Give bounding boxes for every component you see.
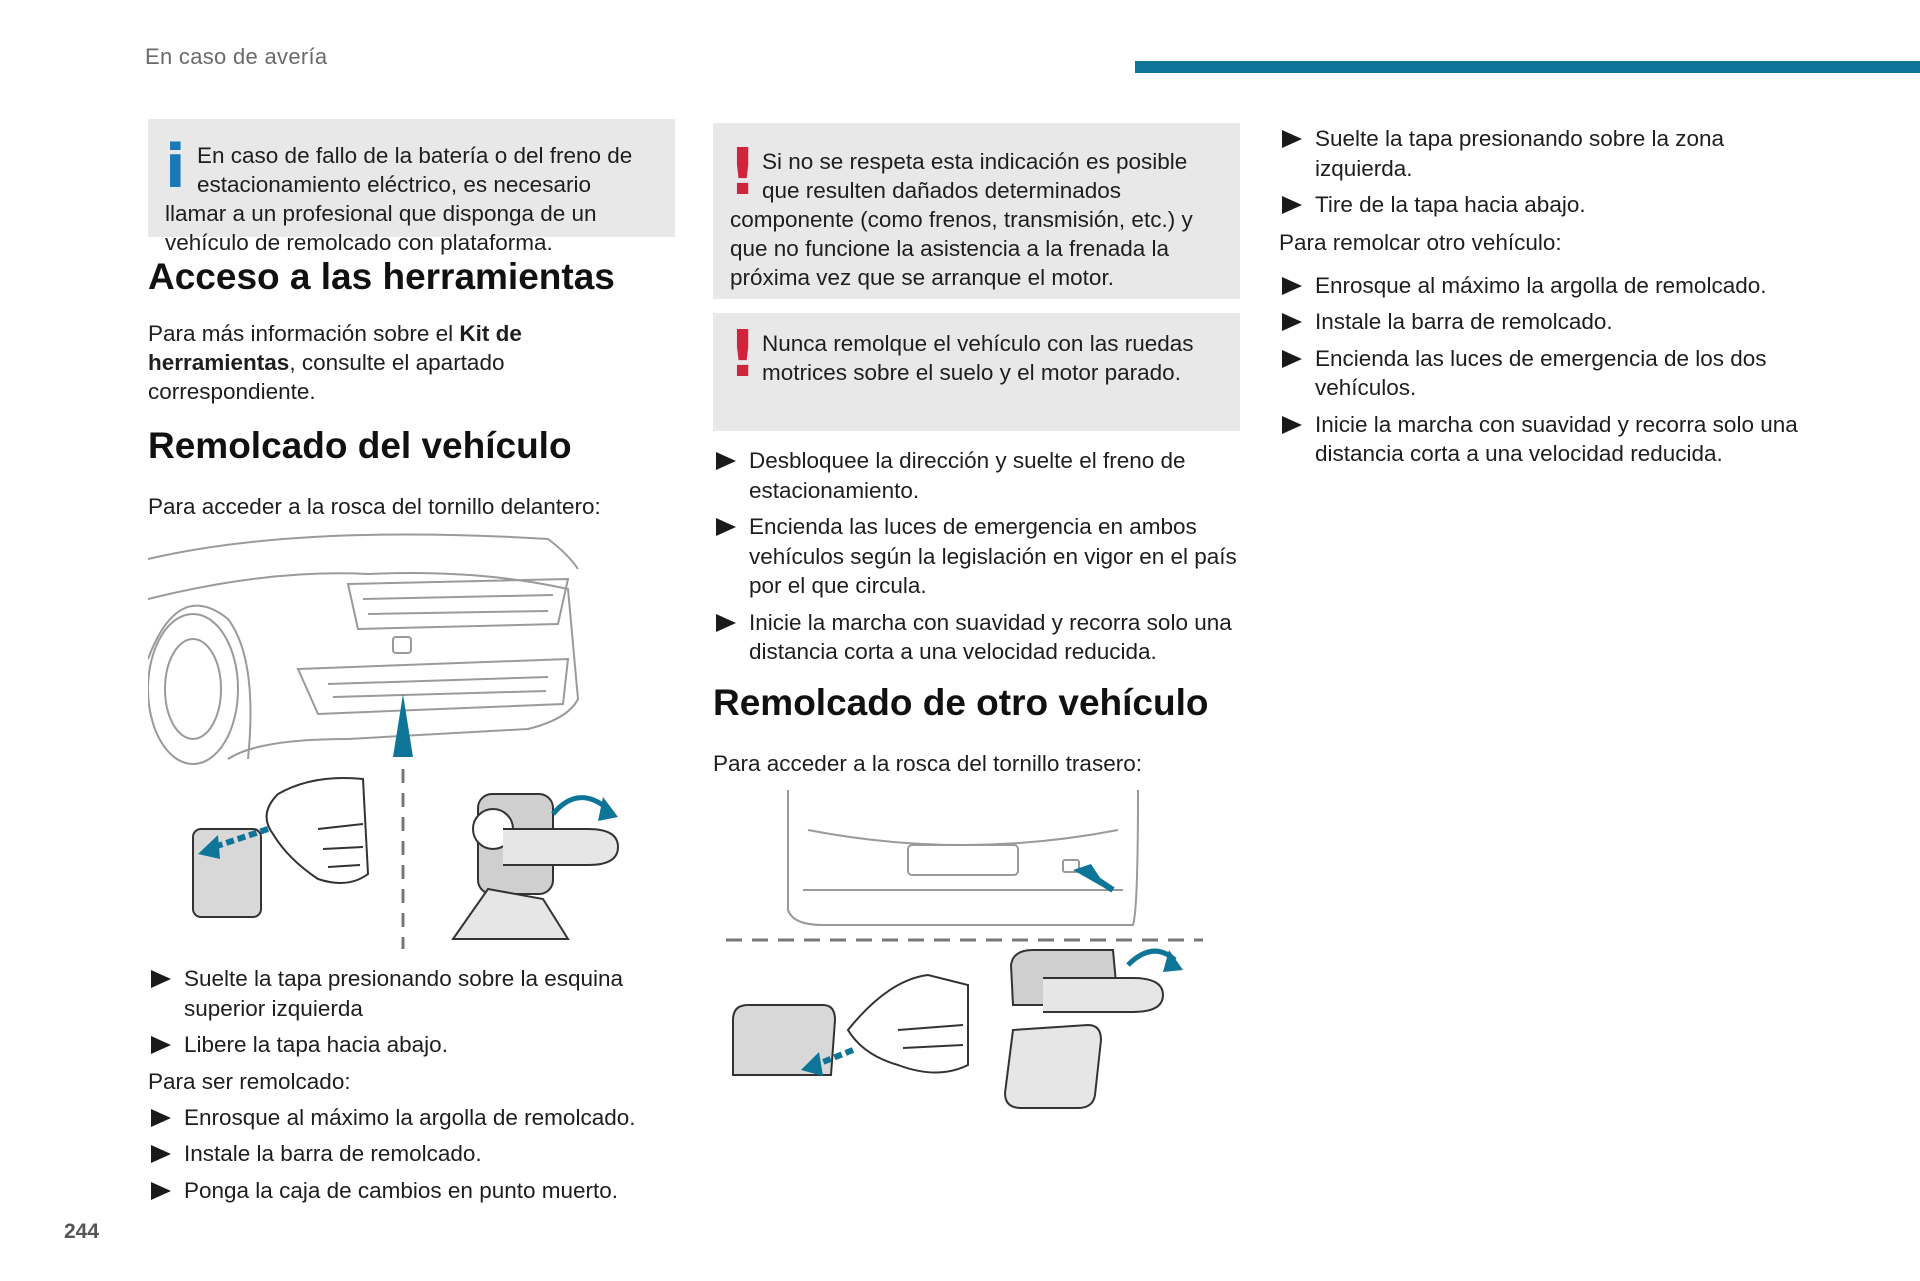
front-rotate-arrow — [553, 798, 608, 814]
triangle-bullet-icon — [151, 1145, 171, 1163]
front-intro: Para acceder a la rosca del tornillo delantero: — [148, 494, 601, 519]
info-note-text: En caso de fallo de la batería o del freno de estacionamiento eléctrico, es necesario llamar a un profesional que disponga de un vehículo de remolcado con plataforma. — [165, 143, 633, 255]
front-grille — [348, 579, 568, 629]
list-item — [148, 1139, 675, 1169]
rear-tow-screw-figure — [713, 790, 1240, 1135]
list-item-text: Tire de la tapa hacia abajo. — [1315, 192, 1586, 217]
warning-note-towing-text: Nunca remolque el vehículo con las ruedas motrices sobre el suelo y el motor parado. — [762, 331, 1194, 385]
rear-plate — [908, 845, 1018, 875]
list-item-text: Encienda las luces de emergencia de los dos vehículos. — [1315, 345, 1767, 400]
list-item — [1279, 344, 1799, 403]
list-item-text: Encienda las luces de emergencia en ambos vehículos según la legislación en vigor en el país por el que circula. — [749, 514, 1237, 598]
tow-other-label: Para remolcar otro vehículo: — [1279, 229, 1562, 255]
header-section-title: En caso de avería — [145, 44, 328, 69]
triangle-bullet-icon — [151, 1109, 171, 1127]
warning-icon: ! — [728, 136, 758, 210]
triangle-bullet-icon — [1282, 277, 1302, 295]
front-wheel — [148, 614, 238, 764]
front-car-hood — [148, 535, 578, 570]
triangle-bullet-icon — [1282, 130, 1302, 148]
tow-other-steps-list — [1279, 271, 1799, 469]
list-item — [1279, 124, 1799, 183]
list-item-text: Suelte la tapa presionando sobre la esquina superior izquierda — [184, 966, 624, 1021]
list-item — [713, 446, 1240, 505]
front-wheel-arch — [148, 606, 251, 759]
list-item-text: Desbloquee la dirección y suelte el freno de estacionamiento. — [749, 448, 1186, 503]
list-item — [1279, 271, 1799, 301]
page-number: 244 — [64, 1220, 100, 1243]
be-towed-label: Para ser remolcado: — [148, 1068, 351, 1094]
list-item — [148, 1103, 675, 1133]
tools-heading: Acceso a las herramientas — [148, 256, 615, 297]
list-item-text: Enrosque al máximo la argolla de remolcado. — [1315, 272, 1767, 298]
triangle-bullet-icon — [1282, 313, 1302, 331]
column-middle — [713, 110, 1240, 1135]
front-steps-list — [148, 964, 675, 1060]
list-item-text: Enrosque al máximo la argolla de remolcado. — [184, 1104, 636, 1130]
towing-steps-list — [713, 446, 1240, 667]
triangle-bullet-icon — [1282, 416, 1302, 434]
front-cap-arrow — [393, 694, 413, 757]
triangle-bullet-icon — [151, 970, 171, 988]
towing-heading: Remolcado del vehículo — [148, 425, 572, 466]
list-item — [148, 964, 675, 1023]
list-item — [148, 1176, 675, 1206]
info-note — [148, 119, 675, 255]
front-tow-cap — [393, 637, 411, 653]
rear-intro: Para acceder a la rosca del tornillo trasero: — [713, 750, 1142, 776]
be-towed-steps-list — [148, 1103, 675, 1206]
triangle-bullet-icon — [1282, 196, 1302, 214]
list-item-text: Inicie la marcha con suavidad y recorra solo una distancia corta a una velocidad reducida. — [1315, 411, 1798, 466]
list-item-text: Suelte la tapa presionando sobre la zona izquierda. — [1315, 126, 1725, 181]
tools-text-after: , consulte el apartado correspondiente. — [148, 350, 505, 404]
triangle-bullet-icon — [716, 518, 736, 536]
list-item — [1279, 307, 1799, 337]
list-item-text: Instale la barra de remolcado. — [184, 1141, 482, 1166]
tools-kit-link: Kit de herramientas — [148, 321, 522, 375]
list-item — [713, 608, 1240, 667]
rear-open-cap — [1005, 1025, 1101, 1108]
front-open-cap — [453, 889, 568, 939]
list-item — [148, 1030, 675, 1060]
list-item-text: Ponga la caja de cambios en punto muerto. — [184, 1177, 619, 1203]
front-tow-screw-figure — [148, 529, 675, 954]
tow-other-heading: Remolcado de otro vehículo — [713, 681, 1209, 723]
warning-note-damage-text: Si no se respeta esta indicación es posible que resulten dañados determinados componente (como frenos, transmisión, etc.) y que no funcione la asistencia a la frenada la próxima vez que se arranque el motor. — [730, 149, 1193, 290]
triangle-bullet-icon — [151, 1182, 171, 1200]
list-item — [1279, 410, 1799, 469]
triangle-bullet-icon — [716, 452, 736, 470]
warning-icon: ! — [728, 318, 758, 392]
rear-steps-list — [1279, 124, 1799, 220]
triangle-bullet-icon — [151, 1036, 171, 1054]
rear-tow-eye — [1043, 978, 1163, 1012]
list-item-text: Inicie la marcha con suavidad y recorra solo una distancia corta a una velocidad reducida. — [749, 609, 1232, 664]
column-right — [1279, 124, 1799, 476]
tools-text — [148, 319, 578, 406]
column-left — [148, 110, 675, 1212]
warning-note-towing — [713, 313, 1240, 431]
front-bumper — [298, 659, 568, 714]
header-accent-bar — [1135, 61, 1920, 73]
triangle-bullet-icon — [1282, 350, 1302, 368]
rear-car-body — [788, 790, 1138, 925]
list-item — [713, 512, 1240, 601]
front-tow-eye — [503, 829, 618, 865]
rear-hand — [848, 975, 968, 1073]
list-item-text: Instale la barra de remolcado. — [1315, 309, 1613, 334]
list-item — [1279, 190, 1799, 220]
info-icon: i — [165, 132, 186, 202]
front-hand — [267, 778, 368, 883]
tools-text-before: Para más información sobre el — [148, 321, 460, 346]
triangle-bullet-icon — [716, 614, 736, 632]
warning-note-damage — [713, 123, 1240, 299]
list-item-text: Libere la tapa hacia abajo. — [184, 1032, 448, 1057]
